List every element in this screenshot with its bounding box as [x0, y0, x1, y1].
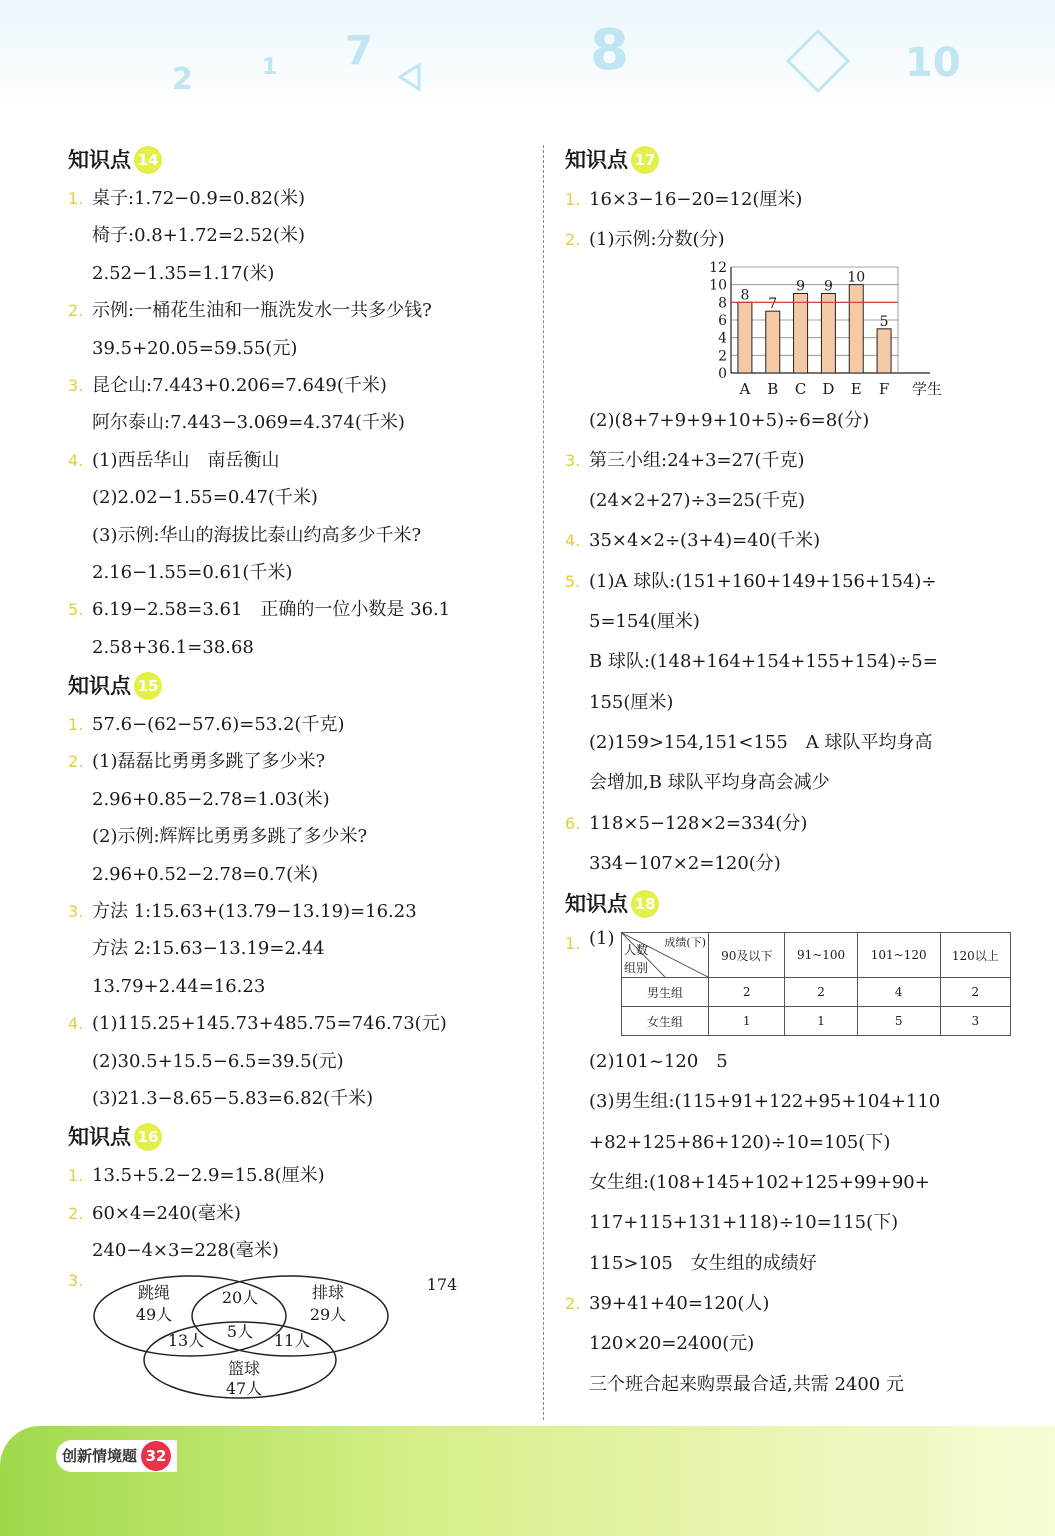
answer-line — [565, 481, 1035, 521]
table-cell: 1 — [709, 1007, 785, 1036]
question-number: 3. — [565, 450, 581, 470]
question-number: 1. — [565, 190, 581, 209]
answer-line — [565, 1163, 1035, 1203]
answer-line — [68, 479, 528, 516]
answer-line — [565, 521, 1035, 561]
x-axis-label: 学生 — [912, 379, 943, 398]
question-number: 4. — [68, 450, 84, 470]
answer-text: 118×5−128×2=334(分) — [589, 812, 808, 834]
deco-digit: 1 — [262, 55, 278, 80]
venn-label: 跳绳 — [137, 1282, 171, 1302]
column-divider — [543, 145, 544, 1420]
answer-text: (3)示例:华山的海拔比泰山约高多少千米? — [92, 524, 422, 546]
bar — [849, 284, 863, 372]
venn-label: 篮球 — [227, 1358, 261, 1378]
answer-text: (2)101~120 5 — [589, 1051, 728, 1073]
answer-line — [68, 1157, 528, 1194]
venn-value: 29人 — [309, 1304, 347, 1324]
table-cell: 3 — [940, 1007, 1010, 1036]
answer-line — [68, 1005, 528, 1042]
bar-value-label: 7 — [768, 295, 778, 312]
answer-line — [68, 781, 528, 818]
answer-line — [565, 180, 1035, 220]
answer-text: 椅子:0.8+1.72=2.52(米) — [92, 225, 306, 247]
answer-line — [565, 1082, 1035, 1122]
bar-value-label: 9 — [796, 278, 806, 295]
answer-text: (2)159>154,151<155 A 球队平均身高 — [589, 731, 933, 753]
bar — [794, 293, 808, 373]
answer-text: 昆仑山:7.443+0.206=7.649(千米) — [92, 374, 387, 396]
answer-text: (1)A 球队:(151+160+149+156+154)÷ — [589, 570, 937, 592]
right-column — [565, 140, 1035, 1405]
deco-digit: 8 — [590, 18, 629, 83]
answer-text: 桌子:1.72−0.9=0.82(米) — [92, 188, 306, 209]
answer-line — [565, 1123, 1035, 1163]
answer-text: 2.96+0.52−2.78=0.7(米) — [92, 863, 319, 885]
section-heading-14: 知识点 14 — [68, 140, 528, 180]
venn-svg — [68, 1270, 528, 1400]
answer-text: (2)30.5+15.5−6.5=39.5(元) — [92, 1050, 344, 1072]
section-16-answers — [68, 1157, 528, 1269]
page-number: 32 — [141, 1441, 171, 1471]
section-number-badge: 16 — [134, 1123, 162, 1151]
table-row-label: 女生组 — [622, 1007, 709, 1036]
table-row-label: 男生组 — [622, 978, 709, 1007]
table-header-cell: 91~100 — [785, 933, 857, 978]
answer-text: 115>105 女生组的成绩好 — [589, 1252, 817, 1274]
answer-line — [565, 1365, 1035, 1405]
answer-line — [565, 763, 1035, 803]
bar — [738, 302, 752, 373]
question-number: 3. — [68, 1270, 84, 1290]
question-number: 1. — [565, 934, 581, 954]
answer-text: (2)示例:辉辉比勇勇多跳了多少米? — [92, 826, 368, 848]
answer-line — [68, 330, 528, 367]
answer-line — [565, 844, 1035, 884]
section-15-answers — [68, 706, 528, 1117]
table-header-row — [622, 933, 1011, 978]
bar-value-label: 9 — [823, 278, 833, 295]
score-bar-chart — [565, 261, 1035, 401]
answer-line — [68, 1080, 528, 1117]
answer-line — [68, 968, 528, 1005]
venn-value: 47人 — [225, 1378, 263, 1398]
answer-line — [68, 818, 528, 855]
table-cell: 2 — [785, 978, 857, 1007]
answer-text: 阿尔泰山:7.443−3.069=4.374(千米) — [92, 412, 405, 434]
answer-line — [68, 442, 528, 479]
deco-digit: 7 — [345, 28, 373, 74]
answer-text: 39+41+40=120(人) — [589, 1292, 770, 1314]
answer-text: (1)示例:分数(分) — [589, 229, 725, 251]
venn-value: 11人 — [273, 1330, 311, 1350]
answer-line — [68, 180, 528, 217]
answer-text: +82+125+86+120)÷10=105(下) — [589, 1131, 891, 1153]
answer-text: 2.58+36.1=38.68 — [92, 636, 254, 658]
answer-text: 155(厘米) — [589, 691, 674, 713]
question-number: 2. — [68, 1203, 84, 1223]
left-column — [68, 140, 528, 1400]
answer-text: (2)2.02−1.55=0.47(千米) — [92, 487, 318, 509]
table-row — [622, 1007, 1011, 1036]
section-number-badge: 17 — [631, 146, 659, 174]
question-number: 4. — [68, 1014, 84, 1034]
x-tick-label: A — [739, 379, 751, 398]
answer-line — [68, 930, 528, 967]
y-tick-label: 6 — [718, 312, 727, 329]
table-cell: 1 — [785, 1007, 857, 1036]
footer-tag — [56, 1440, 177, 1472]
answer-text: (3)男生组:(115+91+122+95+104+110 — [589, 1091, 941, 1113]
section-17-answers-a — [565, 180, 1035, 261]
answer-line — [68, 217, 528, 254]
venn-value: 13人 — [167, 1330, 205, 1350]
x-tick-label: D — [822, 379, 835, 398]
chart-svg — [565, 261, 1035, 401]
answer-text: 16×3−16−20=12(厘米) — [589, 189, 803, 210]
bar-value-label: 5 — [879, 313, 889, 330]
answer-text: 第三小组:24+3=27(千克) — [589, 449, 805, 471]
header-decoration — [0, 0, 1055, 110]
answer-line — [68, 1043, 528, 1080]
answer-line — [68, 367, 528, 404]
triangle-icon — [395, 62, 425, 92]
answer-text: 三个班合起来购票最合适,共需 2400 元 — [589, 1373, 904, 1395]
section-14-answers — [68, 180, 528, 666]
x-tick-label: F — [878, 379, 890, 398]
answer-line — [68, 629, 528, 666]
section-heading-16: 知识点 16 — [68, 1117, 528, 1157]
table-row — [622, 978, 1011, 1007]
section-number-badge: 14 — [134, 146, 162, 174]
answer-text: (1)西岳华山 南岳衡山 — [92, 449, 280, 471]
question-number: 5. — [565, 571, 581, 591]
table-cell: 2 — [940, 978, 1010, 1007]
question-number: 2. — [68, 301, 84, 321]
question-part: (1) — [589, 928, 615, 950]
answer-line — [565, 441, 1035, 481]
answer-text: 13.5+5.2−2.9=15.8(厘米) — [92, 1165, 325, 1187]
answer-text: 5=154(厘米) — [589, 611, 700, 633]
venn-value: 20人 — [221, 1287, 259, 1307]
answer-line — [565, 804, 1035, 844]
question-number: 3. — [68, 375, 84, 395]
corner-label: 成绩(下) — [664, 936, 706, 950]
answer-line — [68, 743, 528, 780]
answer-text: 13.79+2.44=16.23 — [92, 975, 266, 997]
question-number: 1. — [68, 1166, 84, 1186]
section-heading-18: 知识点 18 — [565, 884, 1035, 924]
bar-value-label: 8 — [740, 286, 750, 303]
corner-label: 组别 — [624, 961, 649, 976]
answer-text: 示例:一桶花生油和一瓶洗发水一共多少钱? — [92, 300, 432, 322]
answer-line — [68, 292, 528, 329]
answer-line — [68, 404, 528, 441]
section-heading-15: 知识点 15 — [68, 666, 528, 706]
y-tick-label: 0 — [718, 365, 727, 382]
section-number-badge: 15 — [134, 672, 162, 700]
answer-text: (24×2+27)÷3=25(千克) — [589, 490, 806, 512]
x-tick-label: B — [767, 379, 779, 398]
answer-text: 女生组:(108+145+102+125+99+90+ — [589, 1172, 930, 1194]
answer-line — [565, 1203, 1035, 1243]
diamond-icon — [785, 28, 851, 94]
answer-line — [565, 220, 1035, 260]
answer-text: (1)115.25+145.73+485.75=746.73(元) — [92, 1013, 447, 1035]
x-tick-label: E — [850, 379, 862, 398]
question-number: 5. — [68, 600, 84, 620]
table-header-cell: 120以上 — [940, 933, 1010, 978]
section-18-answers — [565, 1042, 1035, 1405]
question-number: 2. — [68, 752, 84, 772]
score-table-block — [565, 924, 1035, 1042]
answer-text: 2.96+0.85−2.78=1.03(米) — [92, 788, 330, 810]
deco-digit: 10 — [905, 40, 961, 86]
answer-line — [68, 554, 528, 591]
venn-total: 174 — [426, 1274, 458, 1294]
answer-text: 2.52−1.35=1.17(米) — [92, 262, 275, 284]
answer-line — [565, 642, 1035, 682]
answer-line — [565, 401, 1035, 441]
table-cell: 4 — [857, 978, 940, 1007]
y-tick-label: 8 — [718, 294, 727, 311]
answer-text: 57.6−(62−57.6)=53.2(千克) — [92, 714, 345, 736]
answer-line — [565, 1324, 1035, 1364]
answer-text: 334−107×2=120(分) — [589, 852, 781, 874]
answer-text: 会增加,B 球队平均身高会减少 — [589, 772, 830, 794]
bar — [766, 311, 780, 373]
table-header-cell: 101~120 — [857, 933, 940, 978]
section-17-answers-b — [565, 401, 1035, 885]
section-number-badge: 18 — [631, 890, 659, 918]
score-table — [621, 932, 1011, 1036]
answer-text: (1)磊磊比勇勇多跳了多少米? — [92, 751, 326, 773]
answer-text: 240−4×3=228(毫米) — [92, 1240, 279, 1262]
answer-text: 39.5+20.05=59.55(元) — [92, 337, 298, 359]
question-number: 6. — [565, 813, 581, 833]
venn-diagram — [68, 1270, 528, 1400]
answer-text: 方法 1:15.63+(13.79−13.19)=16.23 — [92, 901, 417, 923]
answer-text: (3)21.3−8.65−5.83=6.82(千米) — [92, 1087, 374, 1109]
venn-value: 49人 — [135, 1304, 173, 1324]
answer-line — [68, 591, 528, 628]
y-tick-label: 2 — [718, 347, 727, 364]
venn-label: 排球 — [311, 1282, 345, 1302]
answer-text: 方法 2:15.63−13.19=2.44 — [92, 938, 325, 960]
answer-line — [565, 1284, 1035, 1324]
answer-line — [565, 1244, 1035, 1284]
table-header-cell: 90及以下 — [709, 933, 785, 978]
answer-text: 2.16−1.55=0.61(千米) — [92, 561, 293, 583]
answer-text: 35×4×2÷(3+4)=40(千米) — [589, 530, 821, 552]
answer-line — [68, 1195, 528, 1232]
answer-text: (2)(8+7+9+9+10+5)÷6=8(分) — [589, 409, 870, 431]
table-cell: 2 — [709, 978, 785, 1007]
question-number: 3. — [68, 902, 84, 922]
y-tick-label: 4 — [718, 330, 727, 347]
answer-line — [68, 1232, 528, 1269]
answer-line — [565, 602, 1035, 642]
answer-text: 120×20=2400(元) — [589, 1333, 755, 1355]
answer-line — [68, 893, 528, 930]
venn-value: 5人 — [226, 1321, 254, 1341]
answer-text: 117+115+131+118)÷10=115(下) — [589, 1212, 899, 1234]
deco-digit: 2 — [172, 62, 193, 97]
answer-line — [68, 255, 528, 292]
question-number: 2. — [565, 230, 581, 250]
corner-label: 人数 — [624, 943, 649, 958]
answer-line — [68, 517, 528, 554]
answer-text: B 球队:(148+164+154+155+154)÷5= — [589, 651, 938, 673]
answer-line — [565, 562, 1035, 602]
question-number: 4. — [565, 531, 581, 551]
answer-line — [565, 1042, 1035, 1082]
answer-line — [565, 723, 1035, 763]
answer-text: 60×4=240(毫米) — [92, 1202, 241, 1224]
question-number: 2. — [565, 1293, 581, 1313]
section-heading-17: 知识点 17 — [565, 140, 1035, 180]
answer-line — [68, 856, 528, 893]
table-corner-cell — [622, 933, 709, 978]
bar — [877, 328, 891, 372]
x-tick-label: C — [794, 379, 807, 398]
answer-text: 6.19−2.58=3.61 正确的一位小数是 36.1 — [92, 599, 451, 621]
y-tick-label: 10 — [709, 277, 727, 294]
answer-line — [68, 706, 528, 743]
question-number: 1. — [68, 189, 84, 208]
table-cell: 5 — [857, 1007, 940, 1036]
bar-value-label: 10 — [847, 269, 866, 286]
bar — [821, 293, 835, 373]
footer-label: 创新情境题 — [62, 1447, 138, 1465]
answer-line — [565, 683, 1035, 723]
y-tick-label: 12 — [709, 260, 727, 276]
question-number: 1. — [68, 715, 84, 735]
